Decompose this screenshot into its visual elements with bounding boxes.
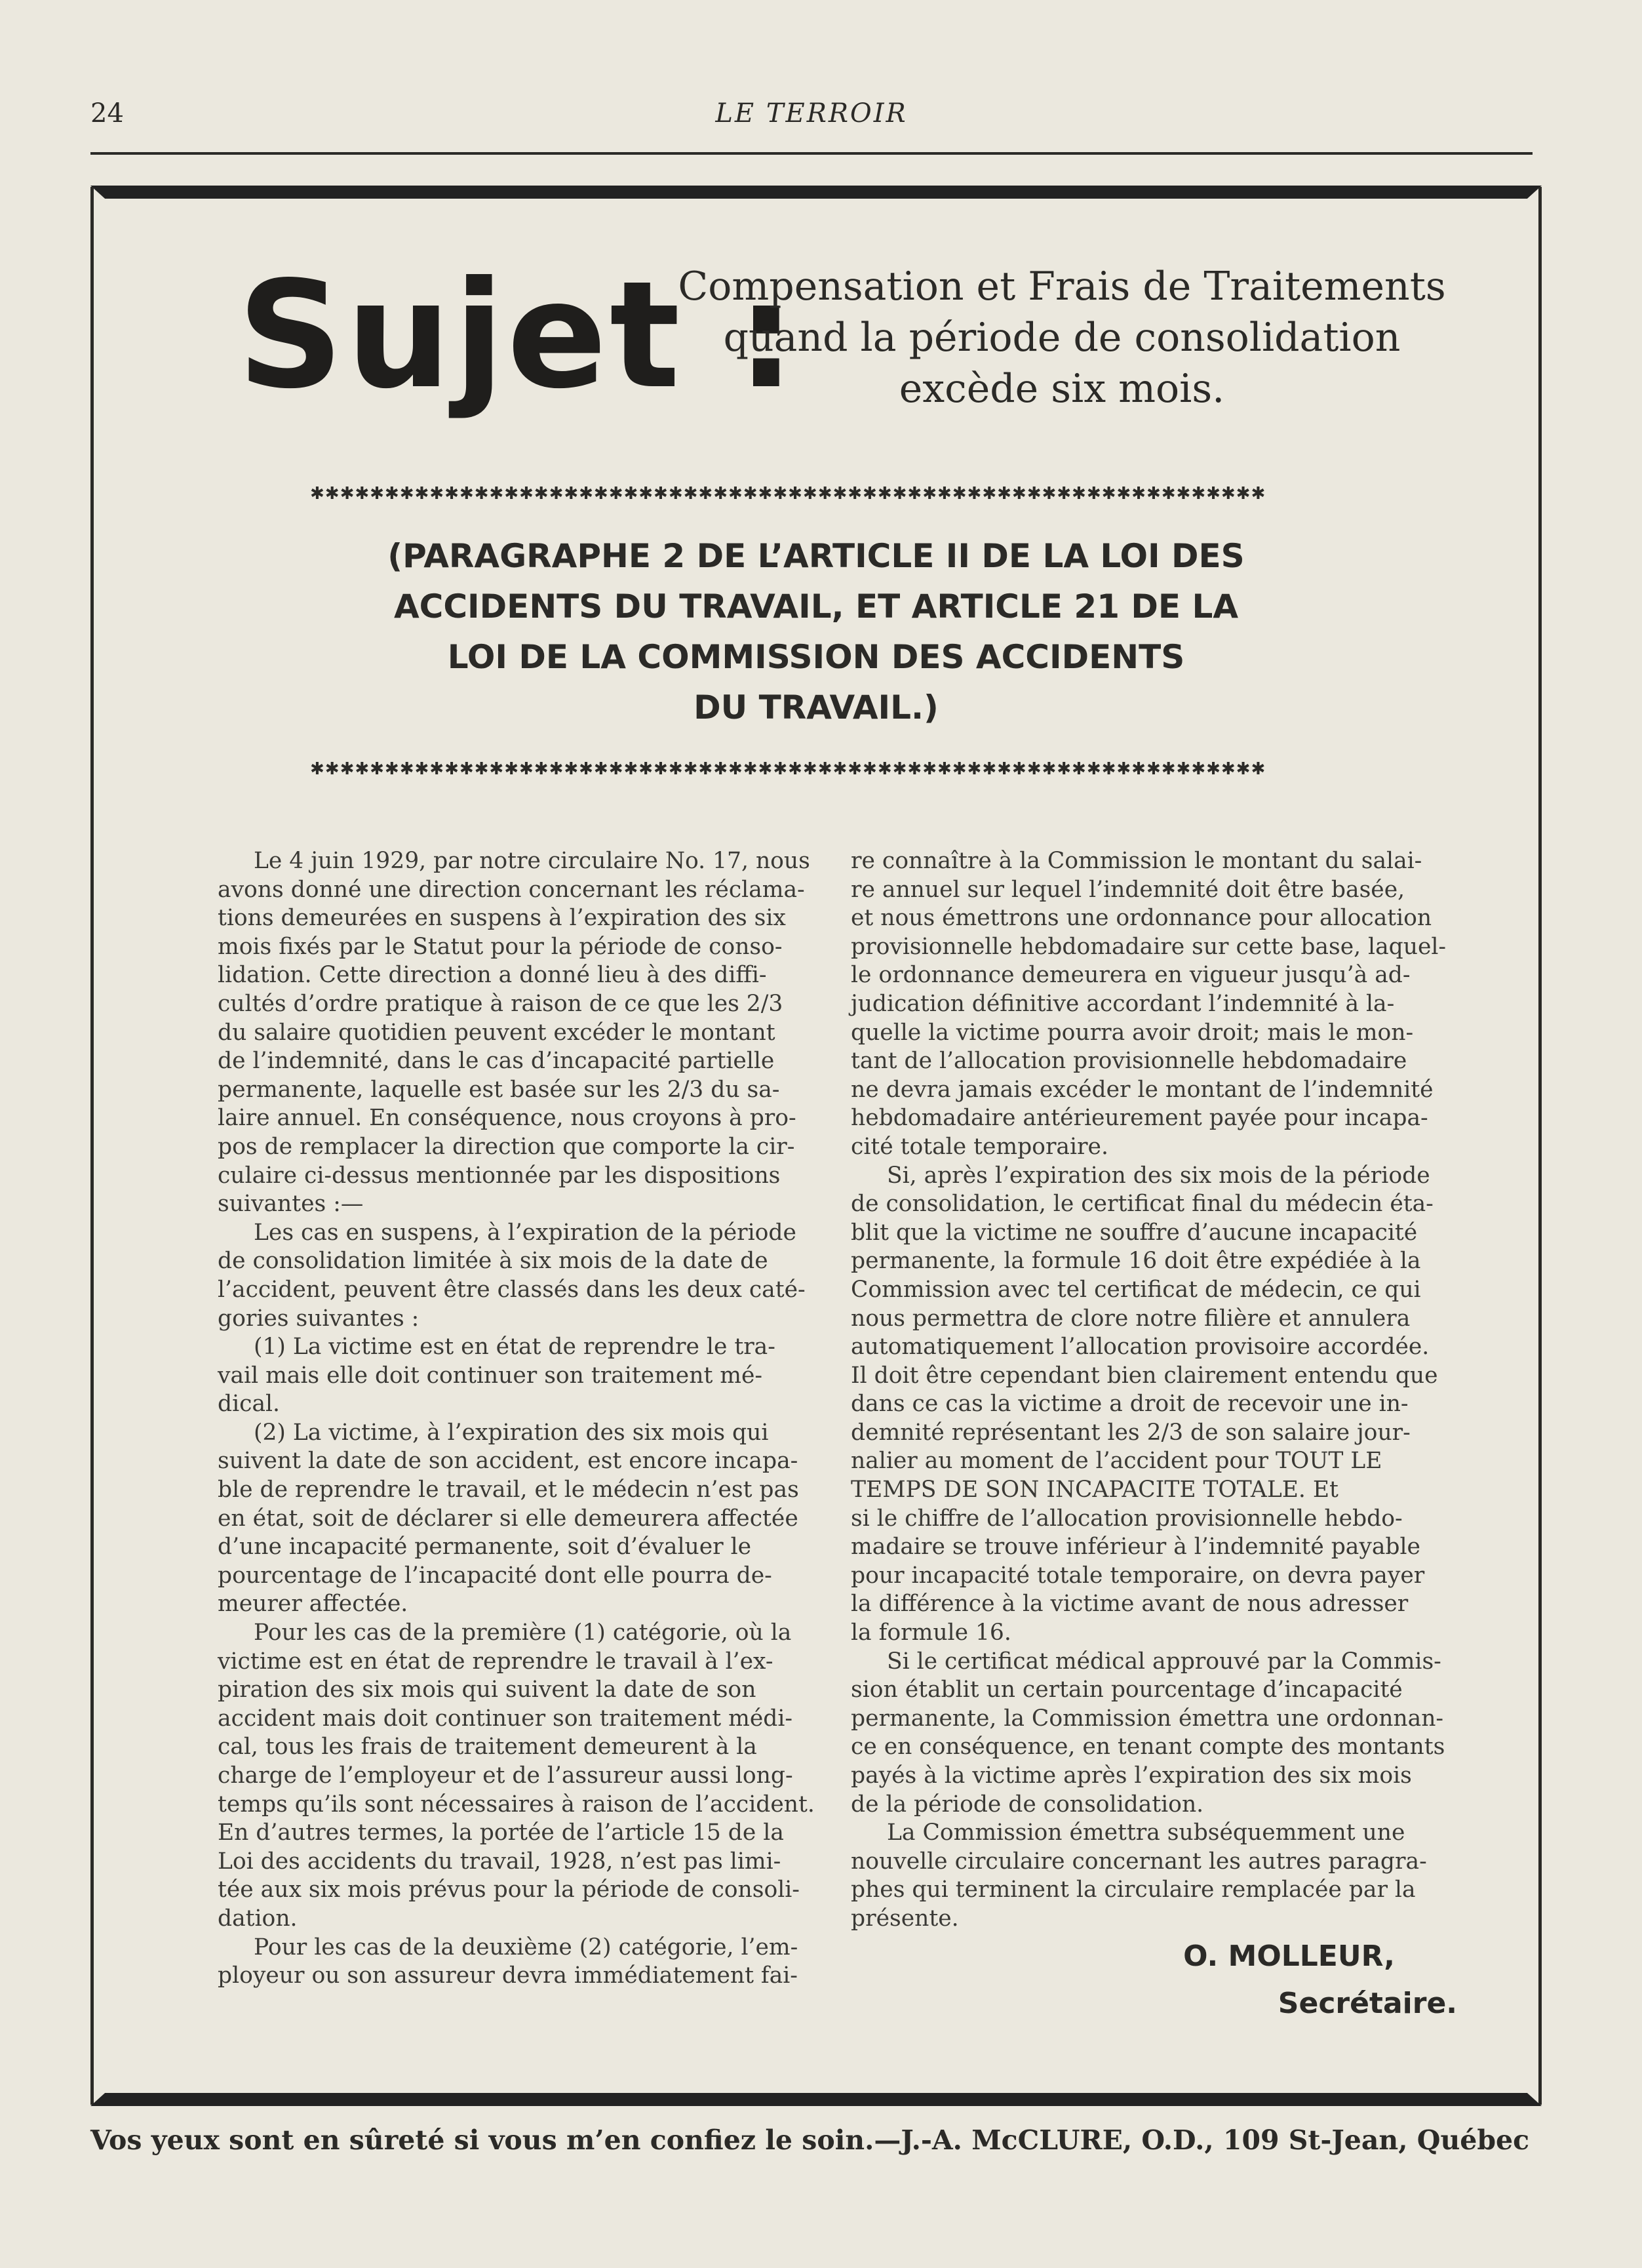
heading-line: ACCIDENTS DU TRAVAIL, ET ARTICLE 21 DE LA (393, 587, 1239, 626)
body-line: madaire se trouve inférieur à l’indemnité payable (851, 1534, 1420, 1561)
body-line: nalier au moment de l’accident pour TOUT LE (851, 1448, 1382, 1475)
body-line: Si, après l’expiration des six mois de la période (887, 1162, 1430, 1189)
footer-advertisement: Vos yeux sont en sûreté si vous m’en confiez le soin.—J.-A. McCLURE, O.D., 109 St-Jean, Québec (90, 2124, 1530, 2156)
subject-title (646, 261, 1478, 414)
body-line: de la période de consolidation. (851, 1791, 1204, 1818)
body-line: vail mais elle doit continuer son traitement mé- (218, 1362, 763, 1389)
body-line: cal, tous les frais de traitement demeurent à la (218, 1734, 757, 1761)
body-line: d’une incapacité permanente, soit d’évaluer le (218, 1534, 752, 1561)
body-line: dical. (218, 1391, 281, 1418)
body-line: suivantes :— (218, 1191, 364, 1218)
body-line: La Commission émettra subséquemment une (887, 1820, 1405, 1846)
body-line: ble de reprendre le travail, et le médecin n’est pas (218, 1477, 799, 1503)
body-line: présente. (851, 1905, 959, 1932)
body-line: tée aux six mois prévus pour la période de consoli- (218, 1877, 800, 1903)
body-line: hebdomadaire antérieurement payée pour incapa- (851, 1105, 1428, 1132)
signature-title: Secrétaire. (1278, 1987, 1457, 2020)
subject-label: Sujet : (237, 250, 798, 422)
body-line: Si le certificat médical approuvé par la Commis- (887, 1648, 1441, 1675)
body-line: nouvelle circulaire concernant les autres paragra- (851, 1848, 1427, 1875)
body-line: TEMPS DE SON INCAPACITE TOTALE. Et (851, 1477, 1339, 1503)
body-line: sion établit un certain pourcentage d’incapacité (851, 1677, 1403, 1703)
body-line: l’accident, peuvent être classés dans les deux caté- (218, 1276, 806, 1303)
body-line: nous permettra de clore notre filière et annulera (851, 1305, 1411, 1332)
body-line: payés à la victime après l’expiration des six mois (851, 1762, 1412, 1789)
body-line: piration des six mois qui suivent la date de son (218, 1677, 756, 1703)
body-line: provisionnelle hebdomadaire sur cette base, laquel- (851, 933, 1447, 960)
subject-line: quand la période de consolidation (723, 315, 1401, 361)
body-line: cultés d’ordre pratique à raison de ce que les 2/3 (218, 990, 783, 1017)
header-rule (90, 152, 1533, 155)
body-line: re connaître à la Commission le montant du salai- (851, 848, 1422, 874)
body-line: (2) La victime, à l’expiration des six mois qui (254, 1419, 769, 1446)
body-line: de l’indemnité, dans le cas d’incapacité partielle (218, 1048, 775, 1075)
body-line: lidation. Cette direction a donné lieu à des diffi- (218, 962, 767, 989)
body-line: tant de l’allocation provisionnelle hebdomadaire (851, 1048, 1407, 1075)
body-line: (1) La victime est en état de reprendre le tra- (254, 1334, 775, 1361)
heading-line: DU TRAVAIL.) (694, 688, 939, 726)
body-line: En d’autres termes, la portée de l’article 15 de la (218, 1820, 784, 1846)
body-line: de consolidation, le certificat final du médecin éta- (851, 1191, 1434, 1218)
body-line: laire annuel. En conséquence, nous croyons à pro- (218, 1105, 796, 1132)
body-line: ployeur ou son assureur devra immédiatement fai- (218, 1962, 798, 1989)
heading-line: LOI DE LA COMMISSION DES ACCIDENTS (447, 638, 1185, 676)
body-line: Pour les cas de la deuxième (2) catégorie, l’em- (254, 1934, 798, 1960)
left-column (218, 847, 815, 1991)
body-line: blit que la victime ne souffre d’aucune incapacité (851, 1219, 1418, 1246)
body-line: Commission avec tel certificat de médecin, ce qui (851, 1276, 1421, 1303)
body-line: de consolidation limitée à six mois de la date de (218, 1248, 768, 1275)
body-line: le ordonnance demeurera en vigueur jusqu’à ad- (851, 962, 1411, 989)
body-line: pos de remplacer la direction que comporte la cir- (218, 1133, 795, 1160)
body-line: pour incapacité totale temporaire, on devra payer (851, 1562, 1425, 1589)
body-line: Loi des accidents du travail, 1928, n’est pas limi- (218, 1848, 781, 1875)
body-line: la différence à la victime avant de nous adresser (851, 1591, 1409, 1618)
legal-reference-heading (288, 531, 1344, 733)
body-line: demnité représentant les 2/3 de son salaire jour- (851, 1419, 1411, 1446)
body-line: cité totale temporaire. (851, 1133, 1108, 1160)
body-line: ce en conséquence, en tenant compte des montants (851, 1734, 1445, 1761)
right-column (851, 847, 1447, 1934)
body-line: dans ce cas la victime a droit de recevoir une in- (851, 1391, 1409, 1418)
body-line: la formule 16. (851, 1620, 1011, 1646)
body-line: et nous émettrons une ordonnance pour allocation (851, 905, 1432, 932)
page-number: 24 (90, 98, 124, 129)
body-line: charge de l’employeur et de l’assureur aussi long- (218, 1762, 793, 1789)
body-line: phes qui terminent la circulaire remplacée par la (851, 1877, 1416, 1903)
body-line: temps qu’ils sont nécessaires à raison de l’accident. (218, 1791, 815, 1818)
body-line: quelle la victime pourra avoir droit; mais le mon- (851, 1019, 1414, 1046)
body-line: suivent la date de son accident, est encore incapa- (218, 1448, 798, 1475)
body-line: Il doit être cependant bien clairement entendu que (851, 1362, 1438, 1389)
body-line: victime est en état de reprendre le travail à l’ex- (218, 1648, 773, 1675)
body-line: Le 4 juin 1929, par notre circulaire No. 17, nous (254, 848, 810, 874)
body-line: gories suivantes : (218, 1305, 420, 1332)
body-line: meurer affectée. (218, 1591, 408, 1618)
heading-line: (PARAGRAPHE 2 DE L’ARTICLE II DE LA LOI DES (387, 537, 1245, 575)
body-line: automatiquement l’allocation provisoire accordée. (851, 1334, 1430, 1361)
running-head (90, 92, 1533, 131)
body-line: ne devra jamais excéder le montant de l’indemnité (851, 1076, 1434, 1103)
body-line: en état, soit de déclarer si elle demeurera affectée (218, 1505, 798, 1532)
ornament-divider-bottom: ✱✱✱✱✱✱✱✱✱✱✱✱✱✱✱✱✱✱✱✱✱✱✱✱✱✱✱✱✱✱✱✱✱✱✱✱✱✱✱✱✱✱✱✱✱✱✱✱✱✱✱✱✱✱✱✱✱✱✱✱✱✱✱✱ (310, 759, 1266, 779)
ornament-divider-top: ✱✱✱✱✱✱✱✱✱✱✱✱✱✱✱✱✱✱✱✱✱✱✱✱✱✱✱✱✱✱✱✱✱✱✱✱✱✱✱✱✱✱✱✱✱✱✱✱✱✱✱✱✱✱✱✱✱✱✱✱✱✱✱✱ (310, 484, 1266, 504)
signature-block (851, 1933, 1457, 2027)
body-line: permanente, la Commission émettra une ordonnan- (851, 1705, 1444, 1732)
body-line: du salaire quotidien peuvent excéder le montant (218, 1019, 775, 1046)
body-line: Pour les cas de la première (1) catégorie, où la (254, 1620, 792, 1646)
signature-name: O. MOLLEUR, (1183, 1940, 1395, 1973)
frame-bottom-border (90, 2093, 1542, 2106)
body-line: permanente, laquelle est basée sur les 2/3 du sa- (218, 1076, 780, 1103)
body-line: re annuel sur lequel l’indemnité doit être basée, (851, 876, 1405, 903)
body-line: pourcentage de l’incapacité dont elle pourra de- (218, 1562, 772, 1589)
body-line: culaire ci-dessus mentionnée par les dispositions (218, 1162, 781, 1189)
body-line: Les cas en suspens, à l’expiration de la période (254, 1219, 796, 1246)
subject-line: excède six mois. (899, 366, 1225, 412)
body-line: accident mais doit continuer son traitement médi- (218, 1705, 793, 1732)
body-line: avons donné une direction concernant les réclama- (218, 876, 805, 903)
body-line: permanente, la formule 16 doit être expédiée à la (851, 1248, 1421, 1275)
body-line: mois fixés par le Statut pour la période de conso- (218, 933, 783, 960)
body-line: judication définitive accordant l’indemnité à la- (851, 990, 1395, 1017)
journal-title: LE TERROIR (715, 98, 908, 129)
body-line: dation. (218, 1905, 298, 1932)
body-line: tions demeurées en suspens à l’expiration des six (218, 905, 786, 932)
body-line: si le chiffre de l’allocation provisionnelle hebdo- (851, 1505, 1403, 1532)
subject-line: Compensation et Frais de Traitements (678, 264, 1446, 309)
